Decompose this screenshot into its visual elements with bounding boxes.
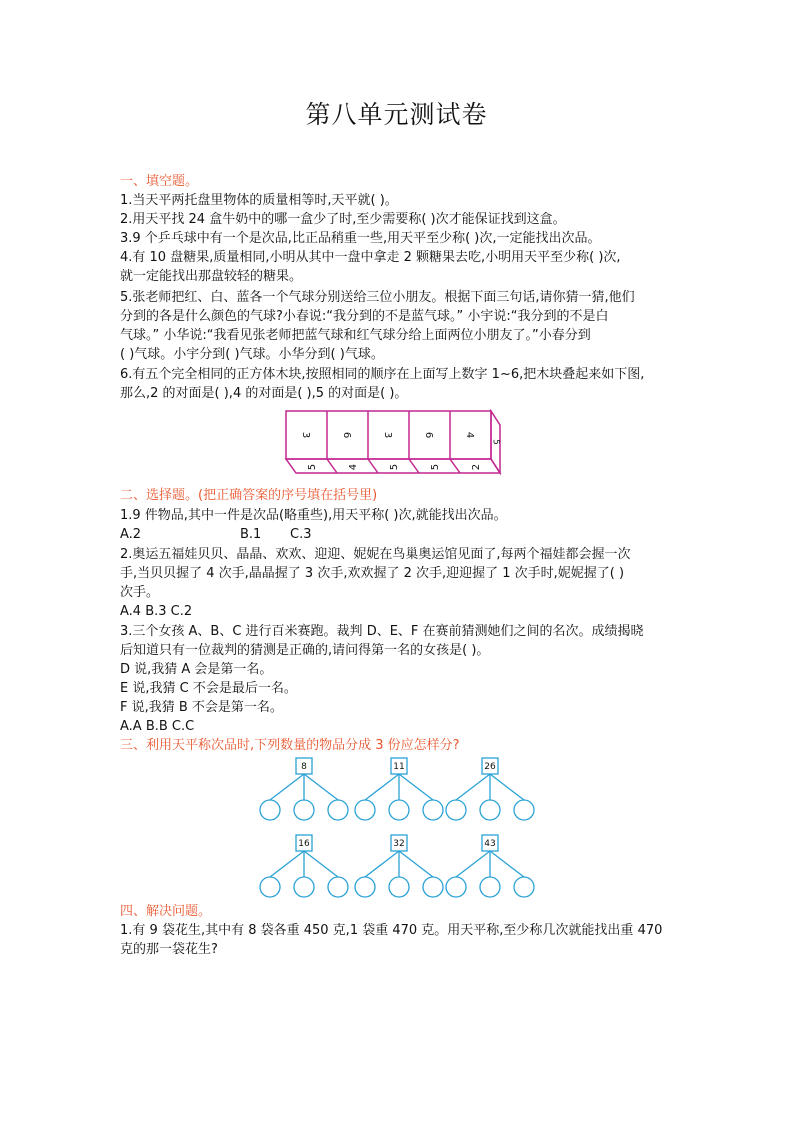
tree-3-group-circle-3 — [514, 800, 534, 820]
tree-2-group-circle-2 — [389, 800, 409, 820]
section-heading-solve: 四、解决问题。 — [120, 904, 212, 919]
fill-question-4-line-2: 就一定能找出那盘较轻的糖果。 — [120, 269, 303, 284]
fill-question-1: 1.当天平两托盘里物体的质量相等时,天平就( )。 — [120, 193, 398, 208]
tree-5-branch-1 — [365, 851, 399, 877]
tree-5-group-circle-2 — [389, 877, 409, 897]
section-heading-fill: 一、填空题。 — [120, 174, 199, 189]
solve-question-1-line-1: 1.有 9 袋花生,其中有 8 袋各重 450 克,1 袋重 470 克。用天平称,至少称几次就能找出重 470 — [120, 923, 663, 938]
fill-question-3: 3.9 个乒乓球中有一个是次品,比正品稍重一些,用天平至少称( )次,一定能找出次品。 — [120, 231, 601, 246]
tree-6-branch-3 — [490, 851, 524, 877]
cube-2-front-number: 6 — [341, 431, 352, 439]
tree-3-group-circle-2 — [480, 800, 500, 820]
tree-2-branch-3 — [399, 774, 433, 800]
tree-6-group-circle-3 — [514, 877, 534, 897]
solve-question-1-line-2: 克的那一袋花生? — [120, 942, 218, 957]
tree-6-label: 43 — [484, 839, 496, 849]
cube-3-front-number: 3 — [382, 431, 393, 439]
tree-4-group-circle-1 — [260, 877, 280, 897]
split-trees-figure — [250, 755, 550, 900]
cube-4-front-number: 6 — [423, 431, 434, 439]
page-title: 第八单元测试卷 — [305, 100, 488, 129]
choice-question-3-line-2: 后知道只有一位裁判的猜测是正确的,请问得第一名的女孩是( )。 — [120, 643, 490, 658]
option-c: C.3 — [290, 527, 312, 542]
choice-question-2-options: A.4 B.3 C.2 — [120, 604, 193, 619]
tree-4-group-circle-3 — [328, 877, 348, 897]
fill-question-5-line-2: 分到的各是什么颜色的气球?小春说:“我分到的不是蓝气球。” 小宇说:“我分到的不是白 — [120, 309, 609, 324]
tree-5-label: 32 — [393, 839, 405, 849]
tree-4-label: 16 — [298, 839, 310, 849]
tree-1-branch-1 — [270, 774, 304, 800]
tree-1-branch-3 — [304, 774, 338, 800]
tree-3-group-circle-1 — [446, 800, 466, 820]
cube-4-bottom-number: 5 — [430, 463, 441, 471]
option-a: A.2 — [120, 527, 142, 542]
section-heading-split: 三、利用天平称次品时,下列数量的物品分成 3 份应怎样分? — [120, 738, 460, 753]
fill-question-5-line-4: ( )气球。小宇分到( )气球。小华分到( )气球。 — [120, 347, 384, 362]
tree-2-branch-1 — [365, 774, 399, 800]
fill-question-4-line-1: 4.有 10 盘糖果,质量相同,小明从其中一盘中拿走 2 颗糖果去吃,小明用天平至少称( )次, — [120, 250, 621, 265]
section-heading-choice: 二、选择题。(把正确答案的序号填在括号里) — [120, 488, 378, 503]
tree-1-label: 8 — [301, 762, 307, 772]
tree-2-group-circle-3 — [423, 800, 443, 820]
choice-question-2-line-1: 2.奥运五福娃贝贝、晶晶、欢欢、迎迎、妮妮在鸟巢奥运馆见面了,每两个福娃都会握一次 — [120, 547, 631, 562]
choice-question-3-options: A.A B.B C.C — [120, 719, 195, 734]
judge-f-statement: F 说,我猜 B 不会是第一名。 — [120, 700, 283, 715]
option-b: B.1 — [240, 527, 262, 542]
cube-side-number: 5 — [490, 439, 501, 445]
tree-4-group-circle-2 — [294, 877, 314, 897]
tree-1-group-circle-1 — [260, 800, 280, 820]
tree-1-group-circle-3 — [328, 800, 348, 820]
tree-3-branch-3 — [490, 774, 524, 800]
judge-e-statement: E 说,我猜 C 不会是最后一名。 — [120, 681, 297, 696]
choice-question-3-line-1: 3.三个女孩 A、B、C 进行百米赛跑。裁判 D、E、F 在赛前猜测她们之间的名次。成绩揭晓 — [120, 624, 644, 639]
cube-3-bottom-number: 5 — [389, 463, 400, 471]
fill-question-6-line-1: 6.有五个完全相同的正方体木块,按照相同的顺序在上面写上数字 1~6,把木块叠起来如下图, — [120, 367, 645, 382]
tree-5-group-circle-1 — [355, 877, 375, 897]
stacked-cubes-figure — [284, 409, 510, 477]
tree-4-branch-1 — [270, 851, 304, 877]
choice-question-1: 1.9 件物品,其中一件是次品(略重些),用天平称( )次,就能找出次品。 — [120, 508, 507, 523]
fill-question-2: 2.用天平找 24 盒牛奶中的哪一盒少了时,至少需要称( )次才能保证找到这盒。 — [120, 212, 566, 227]
choice-question-1-options — [120, 525, 680, 544]
cube-2-bottom-number: 4 — [348, 463, 359, 471]
cube-1-bottom-number: 5 — [307, 463, 318, 471]
tree-2-group-circle-1 — [355, 800, 375, 820]
choice-question-2-line-3: 次手。 — [120, 585, 160, 600]
choice-question-2-line-2: 手,当贝贝握了 4 次手,晶晶握了 3 次手,欢欢握了 2 次手,迎迎握了 1 次手时,妮妮握了( ) — [120, 566, 625, 581]
tree-4-branch-3 — [304, 851, 338, 877]
tree-3-branch-1 — [456, 774, 490, 800]
cube-5-bottom-number: 2 — [471, 463, 482, 471]
cube-1-front-number: 3 — [300, 431, 311, 439]
tree-5-group-circle-3 — [423, 877, 443, 897]
tree-1-group-circle-2 — [294, 800, 314, 820]
tree-6-group-circle-1 — [446, 877, 466, 897]
fill-question-5-line-1: 5.张老师把红、白、蓝各一个气球分别送给三位小朋友。根据下面三句话,请你猜一猜,他们 — [120, 290, 635, 305]
cube-5-front-number: 4 — [464, 431, 475, 439]
tree-6-branch-1 — [456, 851, 490, 877]
fill-question-6-line-2: 那么,2 的对面是( ),4 的对面是( ),5 的对面是( )。 — [120, 386, 408, 401]
tree-2-label: 11 — [393, 762, 405, 772]
tree-6-group-circle-2 — [480, 877, 500, 897]
tree-5-branch-3 — [399, 851, 433, 877]
fill-question-5-line-3: 气球。” 小华说:“我看见张老师把蓝气球和红气球分给上面两位小朋友了。”小春分到 — [120, 328, 591, 343]
tree-3-label: 26 — [484, 762, 496, 772]
judge-d-statement: D 说,我猜 A 会是第一名。 — [120, 662, 273, 677]
